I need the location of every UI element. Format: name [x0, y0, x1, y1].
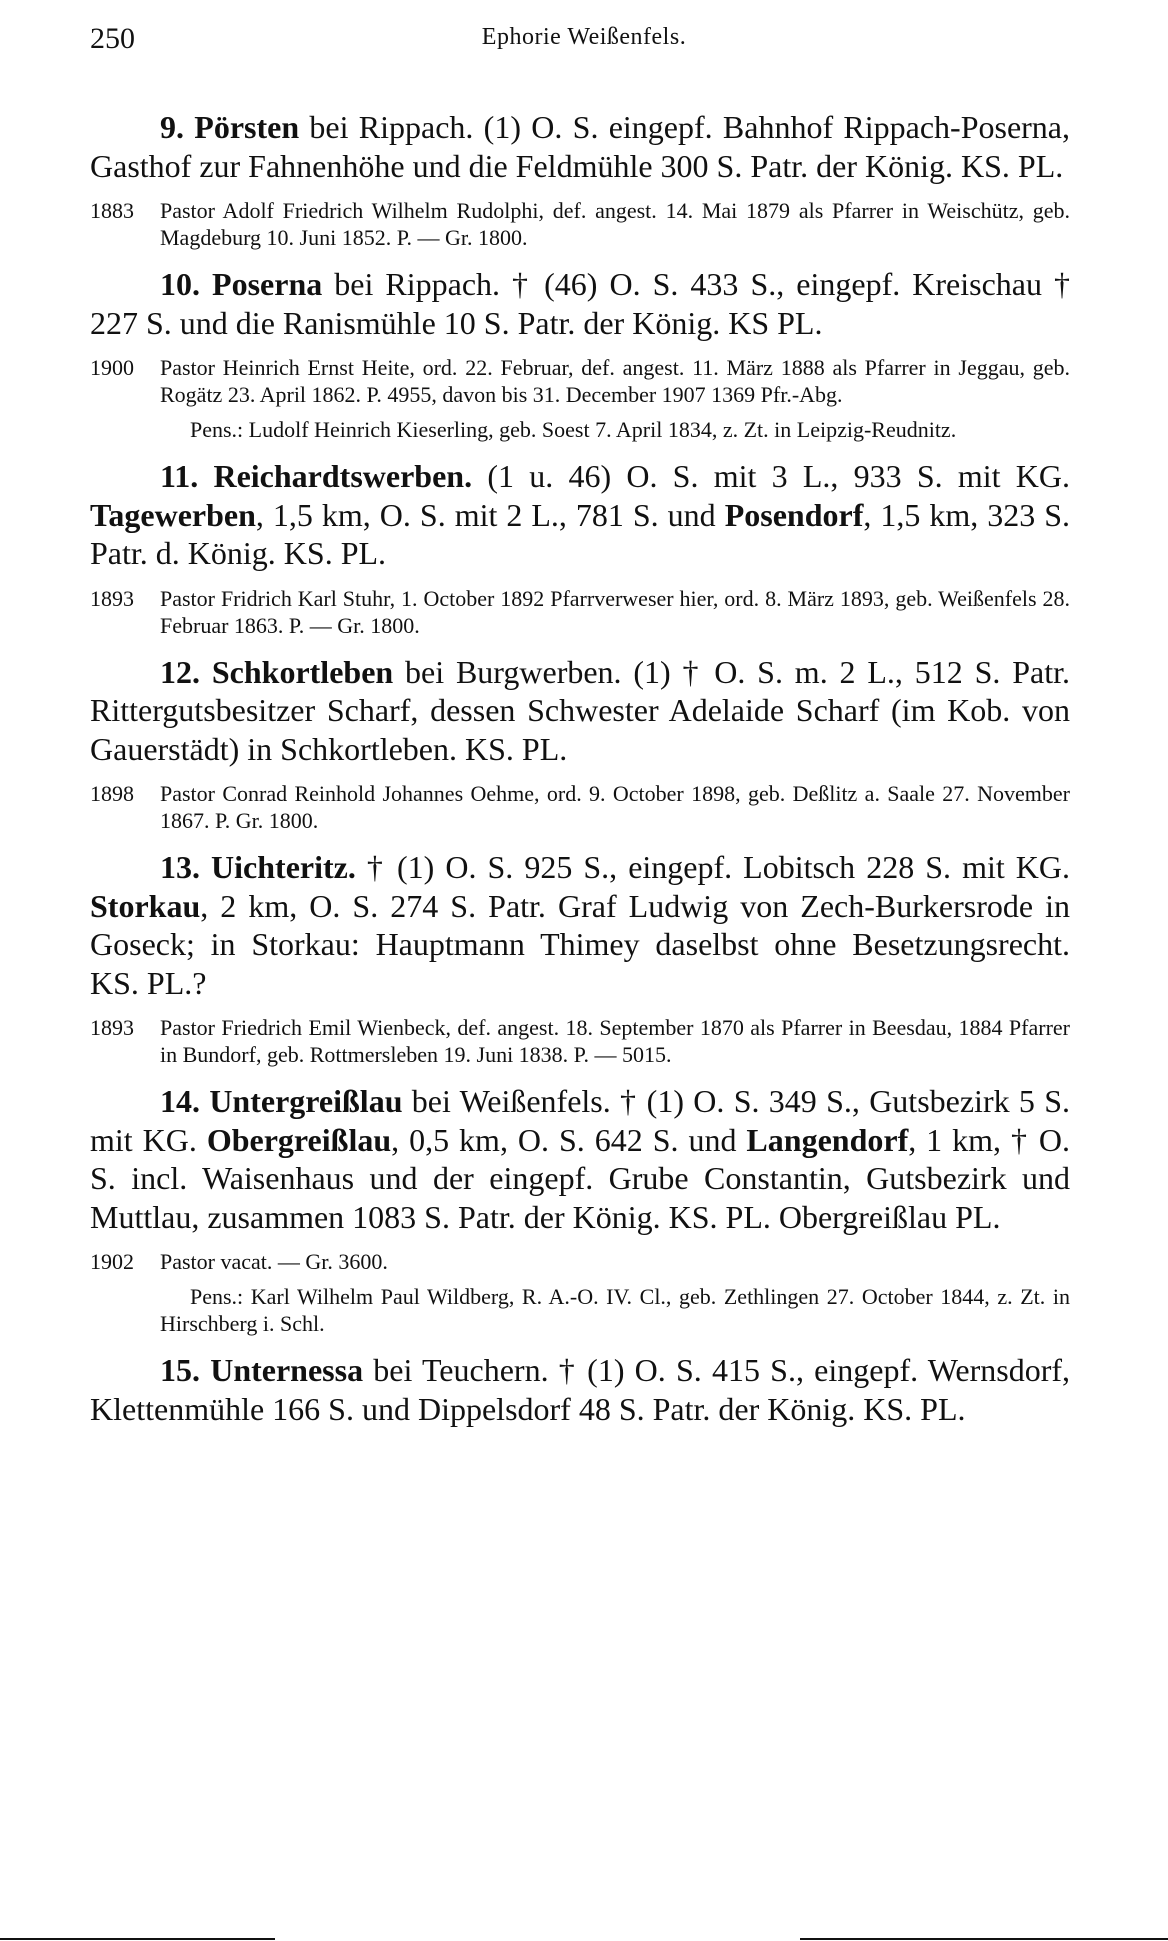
- page-number: 250: [90, 22, 135, 55]
- pastor-record: [90, 780, 1070, 834]
- parish-entries: [90, 108, 1070, 1442]
- running-head: Ephorie Weißenfels.: [481, 24, 687, 50]
- filial-place-name: Posendorf: [724, 496, 864, 533]
- place-name: Untergreißlau: [209, 1083, 403, 1119]
- entry-heading: [90, 457, 1070, 573]
- pastor-year: 1883: [90, 198, 134, 223]
- entry-heading: [90, 848, 1070, 1002]
- entry-body: , 1 km, † O. S. incl. Waisenhaus und der eingepf. Grube Constantin, Gutsbezirk und Muttlau, zusammen 1083 S. Patr. der König. KS. PL. Obergreißlau PL.: [90, 1121, 1071, 1235]
- entry-heading: [90, 265, 1070, 342]
- pastor-year: 1893: [90, 585, 134, 611]
- footer-rule: [800, 1938, 1168, 1940]
- filial-place-name: Tagewerben: [90, 496, 256, 533]
- filial-place-name: Langendorf: [746, 1121, 909, 1158]
- pastor-text: Pastor Heinrich Ernst Heite, ord. 22. Februar, def. angest. 11. März 1888 als Pfarrer in Jeggau, geb. Rogätz 23. April 1862. P. 4955, davon bis 31. December 1907 1369 Pfr.-Abg.: [160, 355, 1070, 407]
- entry-body: , 1,5 km, 323 S. Patr. d. König. KS. PL.: [90, 496, 1071, 571]
- entry-body: bei Burgwerben. (1) † O. S. m. 2 L., 512 S. Patr. Rittergutsbesitzer Scharf, dessen Schwester Adelaide Scharf (im Kob. von Gauerstädt) in Schkortleben. KS. PL.: [90, 653, 1071, 767]
- pastor-record: [90, 197, 1070, 251]
- filial-place-name: Obergreißlau: [206, 1121, 392, 1158]
- parish-entry-15: [90, 1351, 1070, 1428]
- entry-body: bei Weißenfels. † (1) O. S. 349 S., Gutsbezirk 5 S. mit KG.: [90, 1083, 1071, 1158]
- entry-number: 12.: [160, 653, 200, 690]
- pastor-text: Pastor Fridrich Karl Stuhr, 1. October 1892 Pfarrverweser hier, ord. 8. März 1893, geb. Weißenfels 28. Februar 1863. P. — Gr. 1800.: [160, 585, 1070, 638]
- pensioner-record: Pens.: Ludolf Heinrich Kieserling, geb. Soest 7. April 1834, z. Zt. in Leipzig-Reudnitz.: [190, 417, 957, 442]
- entry-body: , 1,5 km, O. S. mit 2 L., 781 S. und: [255, 496, 725, 533]
- entry-number: 11.: [160, 458, 199, 494]
- entry-heading: [90, 108, 1070, 185]
- entry-body: , 2 km, O. S. 274 S. Patr. Graf Ludwig von Zech-Burkersrode in Goseck; in Storkau: Hauptmann Thimey daselbst ohne Besetzungsrecht. KS. PL.?: [90, 887, 1070, 1001]
- entry-number: 9.: [160, 109, 184, 145]
- footer-rule: [0, 1938, 275, 1940]
- pensioner-record: Pens.: Karl Wilhelm Paul Wildberg, R. A.-O. IV. Cl., geb. Zethlingen 27. October 1844, z. Zt. in Hirschberg i. Schl.: [160, 1284, 1070, 1336]
- entry-heading: [90, 653, 1070, 769]
- parish-entry-10: [90, 265, 1070, 443]
- parish-entry-14: [90, 1082, 1070, 1337]
- pastor-year: 1898: [90, 781, 134, 806]
- place-name: Uichteritz.: [211, 849, 356, 885]
- entry-number: 13.: [160, 849, 200, 885]
- pastor-record: [90, 1014, 1070, 1068]
- pastor-text: Pastor vacat. — Gr. 3600.: [160, 1249, 388, 1274]
- pastor-record: [90, 585, 1070, 639]
- pastor-year: 1902: [90, 1249, 134, 1274]
- entry-body: bei Rippach. † (46) O. S. 433 S., eingepf. Kreischau † 227 S. und die Ranismühle 10 S. Patr. der König. KS PL.: [90, 266, 1071, 341]
- place-name: Unternessa: [210, 1352, 364, 1388]
- entry-body: (1 u. 46) O. S. mit 3 L., 933 S. mit KG.: [472, 458, 1071, 494]
- entry-body: bei Teuchern. † (1) O. S. 415 S., eingepf. Wernsdorf, Klettenmühle 166 S. und Dippelsdorf 48 S. Patr. der König. KS. PL.: [90, 1352, 1071, 1427]
- place-name: Reichardtswerben.: [213, 458, 473, 494]
- parish-entry-12: [90, 653, 1070, 835]
- entry-body: † (1) O. S. 925 S., eingepf. Lobitsch 228 S. mit KG.: [355, 849, 1071, 885]
- entry-body: bei Rippach. (1) O. S. eingepf. Bahnhof Rippach-Poserna, Gasthof zur Fahnenhöhe und die Feldmühle 300 S. Patr. der König. KS. PL.: [90, 109, 1071, 184]
- entry-heading: [90, 1351, 1070, 1428]
- place-name: Pörsten: [194, 109, 300, 145]
- parish-entry-9: [90, 108, 1070, 251]
- entry-number: 15.: [160, 1352, 200, 1388]
- entry-heading: [90, 1082, 1070, 1236]
- entry-body: , 0,5 km, O. S. 642 S. und: [391, 1121, 747, 1158]
- parish-entry-13: [90, 848, 1070, 1068]
- pastor-record: [90, 354, 1070, 408]
- pastor-text: Pastor Conrad Reinhold Johannes Oehme, ord. 9. October 1898, geb. Deßlitz a. Saale 27. November 1867. P. Gr. 1800.: [160, 781, 1070, 833]
- pastor-year: 1900: [90, 355, 134, 380]
- filial-place-name: Storkau: [90, 887, 201, 924]
- pastor-year: 1893: [90, 1015, 134, 1040]
- entry-number: 14.: [160, 1083, 200, 1119]
- entry-number: 10.: [160, 266, 200, 302]
- pastor-text: Pastor Friedrich Emil Wienbeck, def. angest. 18. September 1870 als Pfarrer in Beesdau, 1884 Pfarrer in Bundorf, geb. Rottmersleben 19. Juni 1838. P. — 5015.: [160, 1015, 1070, 1067]
- pastor-record: [90, 1248, 1070, 1275]
- parish-entry-11: [90, 457, 1070, 639]
- place-name: Schkortleben: [211, 653, 394, 690]
- pastor-text: Pastor Adolf Friedrich Wilhelm Rudolphi, def. angest. 14. Mai 1879 als Pfarrer in Weischütz, geb. Magdeburg 10. Juni 1852. P. — Gr. 1800.: [160, 198, 1070, 250]
- place-name: Poserna: [212, 266, 323, 302]
